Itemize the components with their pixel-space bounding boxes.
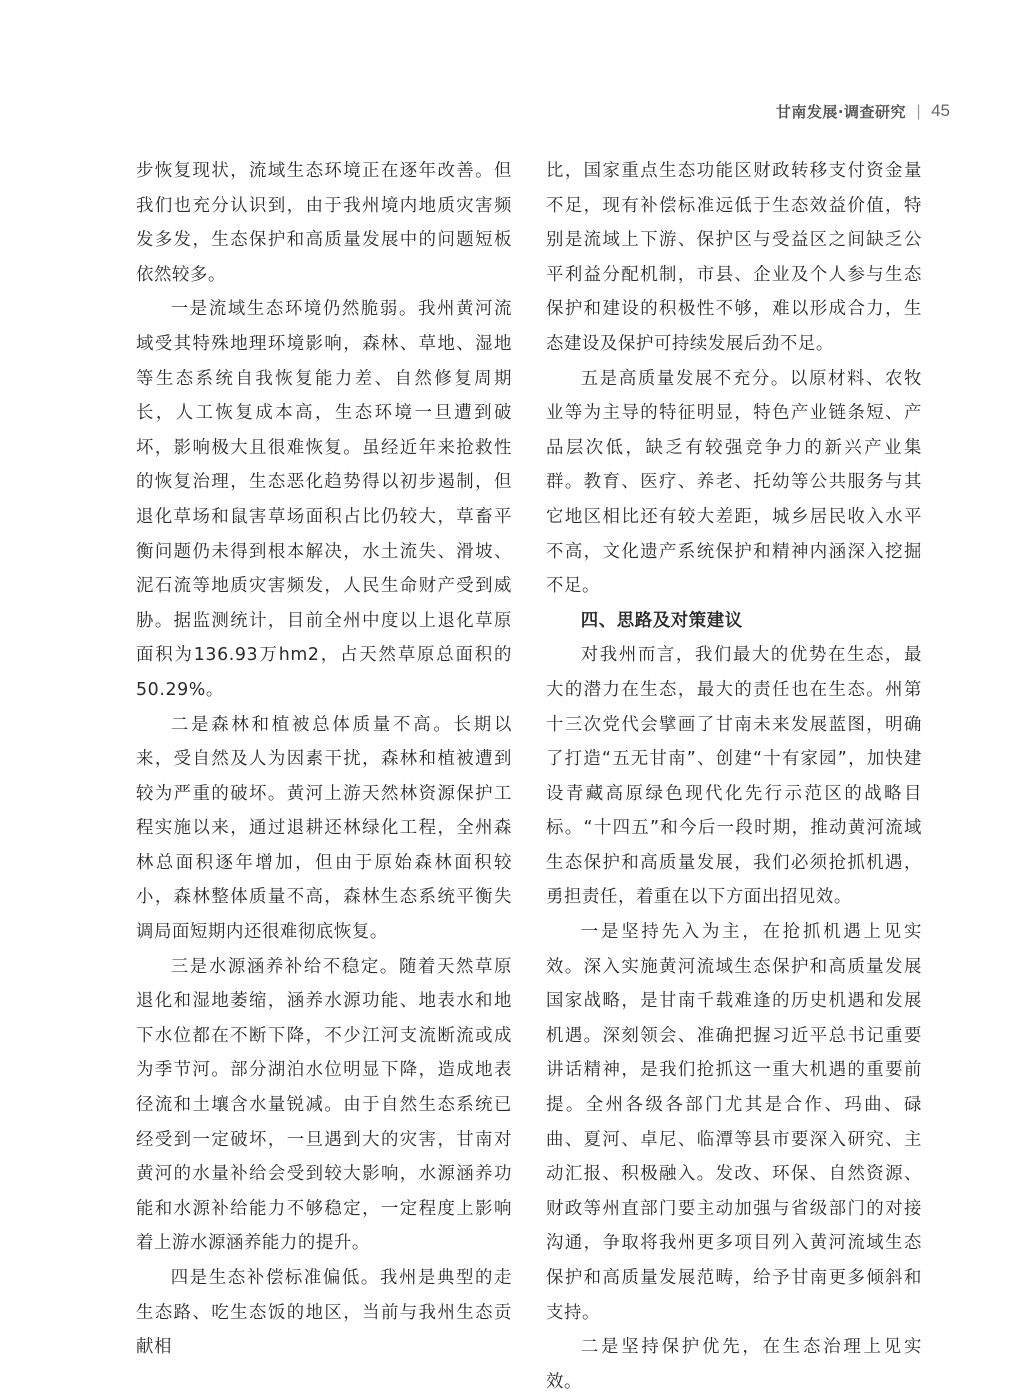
- paragraph: 五是高质量发展不充分。以原材料、农牧业等为主导的特征明显，特色产业链条短、产品层次低，缺乏有较强竞争力的新兴产业集群。教育、医疗、养老、托幼等公共服务与其它地区相比还有较大差距，城乡居民收入水平不高，文化遗产系统保护和精神内涵深入挖掘不足。: [546, 368, 922, 597]
- paragraph: 比，国家重点生态功能区财政转移支付资金量不足，现有补偿标准远低于生态效益价值，特别是流域上下游、保护区与受益区之间缺乏公平利益分配机制，市县、企业及个人参与生态保护和建设的积极性不够，难以形成合力，生态建设及保护可持续发展后劲不足。: [546, 161, 922, 354]
- paragraph: 一是坚持先入为主，在抢抓机遇上见实效。深入实施黄河流域生态保护和高质量发展国家战略，是甘南千载难逢的历史机遇和发展机遇。深刻领会、准确把握习近平总书记重要讲话精神，是我们抢抓这一重大机遇的重要前提。全州各级各部门尤其是合作、玛曲、碌曲、夏河、卓尼、临潭等县市要深入研究、主动汇报、积极融入。发改、环保、自然资源、财政等州直部门要主动加强与省级部门的对接沟通，争取将我州更多项目列入黄河流域生态保护和高质量发展范畴，给予甘南更多倾斜和支持。: [546, 922, 922, 1323]
- paragraph: 对我州而言，我们最大的优势在生态，最大的潜力在生态，最大的责任也在生态。州第十三次党代会擘画了甘南未来发展蓝图，明确了打造“五无甘南”、创建“十有家园”，加快建设青藏高原绿色现代化先行示范区的战略目标。“十四五”和今后一段时期，推动黄河流域生态保护和高质量发展，我们必须抢抓机遇，勇担责任，着重在以下方面出招见效。: [546, 645, 922, 908]
- paragraph: 一是流域生态环境仍然脆弱。我州黄河流域受其特殊地理环境影响，森林、草地、湿地等生态系统自我恢复能力差、自然修复周期长，人工恢复成本高，生态环境一旦遭到破坏，影响极大且很难恢复。虽经近年来抢救性的恢复治理，生态恶化趋势得以初步遏制，但退化草场和鼠害草场面积占比仍较大，草畜平衡问题仍未得到根本解决，水土流失、滑坡、泥石流等地质灾害频发，人民生命财产受到威胁。据监测统计，目前全州中度以上退化草原面积为136.93万hm2，占天然草原总面积的50.29%。: [136, 299, 512, 700]
- left-column: [136, 154, 512, 1365]
- running-title: 甘南发展·调查研究: [775, 102, 907, 121]
- header-divider: |: [916, 102, 922, 120]
- page-number: 45: [931, 101, 950, 120]
- paragraph: 二是森林和植被总体质量不高。长期以来，受自然及人为因素干扰，森林和植被遭到较为严重的破坏。黄河上游天然林资源保护工程实施以来，通过退耕还林绿化工程，全州森林总面积逐年增加，但由于原始森林面积较小，森林整体质量不高，森林生态系统平衡失调局面短期内还很难彻底恢复。: [136, 714, 512, 943]
- paragraph: 步恢复现状，流域生态环境正在逐年改善。但我们也充分认识到，由于我州境内地质灾害频发多发，生态保护和高质量发展中的问题短板依然较多。: [136, 161, 512, 285]
- page-header: [0, 99, 950, 123]
- section-heading: 四、思路及对策建议: [580, 610, 743, 631]
- paragraph: 四是生态补偿标准偏低。我州是典型的走生态路、吃生态饭的地区，当前与我州生态贡献相: [136, 1268, 512, 1358]
- paragraph: 二是坚持保护优先，在生态治理上见实效。: [546, 1337, 922, 1392]
- right-column: [546, 154, 922, 1399]
- paragraph: 三是水源涵养补给不稳定。随着天然草原退化和湿地萎缩，涵养水源功能、地表水和地下水位都在不断下降，不少江河支流断流或成为季节河。部分湖泊水位明显下降，造成地表径流和土壤含水量锐减。由于自然生态系统已经受到一定破坏，一旦遇到大的灾害，甘南对黄河的水量补给会受到较大影响，水源涵养功能和水源补给能力不够稳定，一定程度上影响着上游水源涵养能力的提升。: [136, 956, 512, 1254]
